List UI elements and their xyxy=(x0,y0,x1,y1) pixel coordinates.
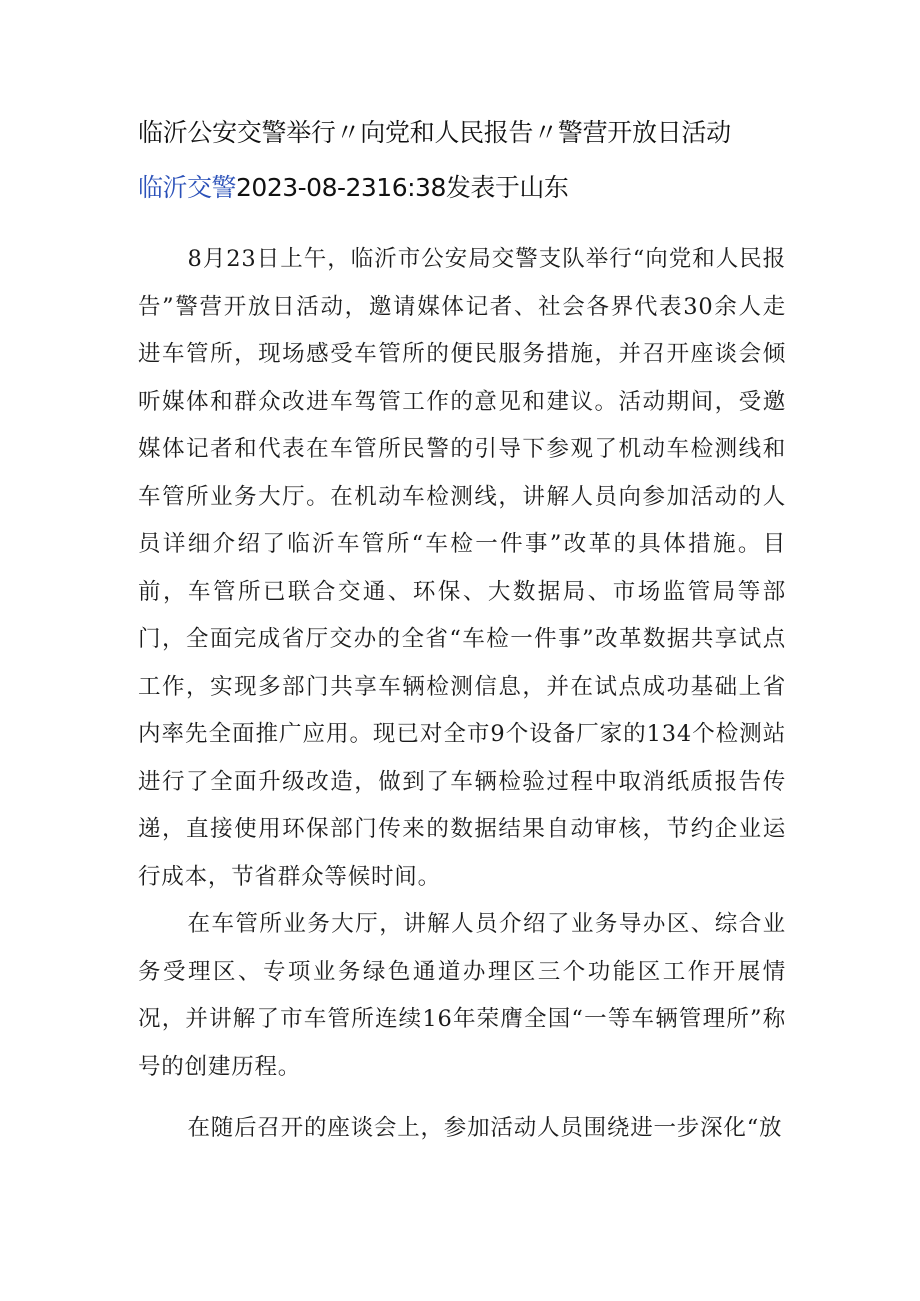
paragraph: 8月23日上午，临沂市公安局交警支队举行“向党和人民报告”警营开放日活动，邀请媒体记者、社会各界代表30余人走进车管所，现场感受车管所的便民服务措施，并召开座谈会倾听媒体和群众改进车驾管工作的意见和建议。活动期间，受邀媒体记者和代表在车管所民警的引导下参观了机动车检测线和车管所业务大厅。在机动车检测线，讲解人员向参加活动的人员详细介绍了临沂车管所“车检一件事”改革的具体措施。目前，车管所已联合交通、环保、大数据局、市场监管局等部门，全面完成省厅交办的全省“车检一件事”改革数据共享试点工作，实现多部门共享车辆检测信息，并在试点成功基础上省内率先全面推广应用。现已对全市9个设备厂家的134个检测站进行了全面升级改造，做到了车辆检验过程中取消纸质报告传递，直接使用环保部门传来的数据结果自动审核，节约企业运行成本，节省群众等候时间。 xyxy=(138,246,786,890)
author-link[interactable]: 临沂交警 xyxy=(138,173,237,202)
article-title: 临沂公安交警举行〃向党和人民报告〃警营开放日活动 xyxy=(138,118,731,147)
paragraph: 在车管所业务大厅，讲解人员介绍了业务导办区、综合业务受理区、专项业务绿色通道办理区三个功能区工作开展情况，并讲解了市车管所连续16年荣膺全国“一等车辆管理所”称号的创建历程。 xyxy=(138,911,786,1080)
paragraph: 在随后召开的座谈会上，参加活动人员围绕进一步深化“放 xyxy=(187,1115,783,1141)
article-body xyxy=(138,236,786,1153)
publish-datetime: 2023-08-2316:38 xyxy=(236,173,446,202)
article-byline xyxy=(138,168,798,208)
publish-location: 发表于山东 xyxy=(445,173,569,202)
